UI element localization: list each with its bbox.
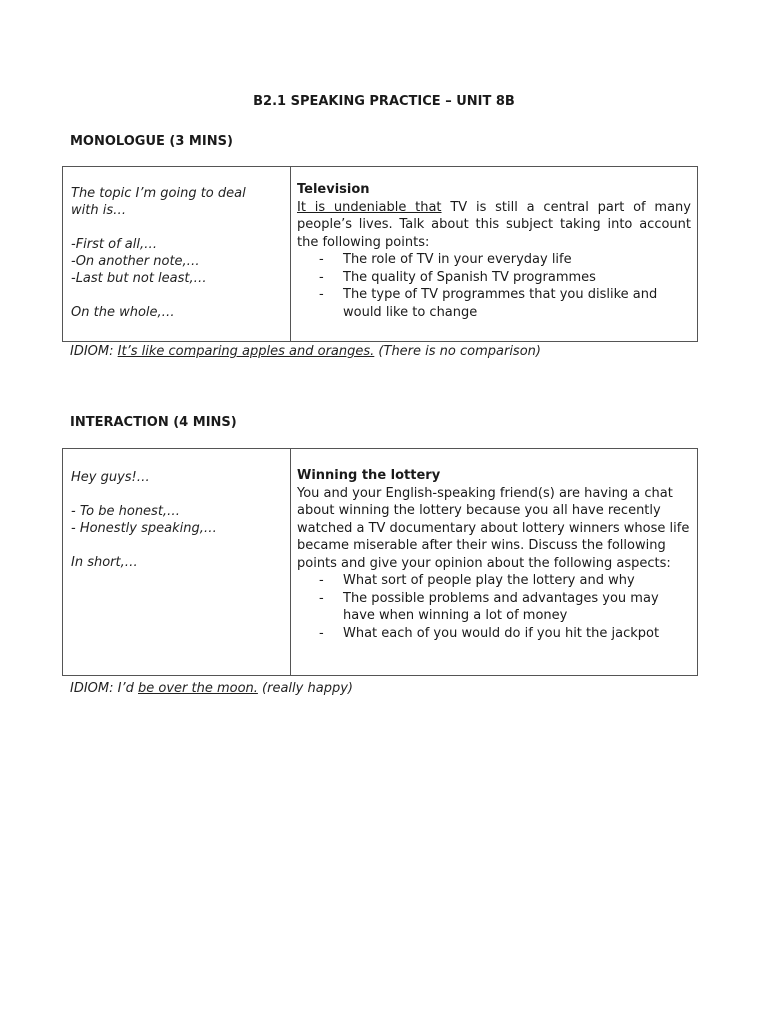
task-points	[297, 251, 691, 321]
list-item: - What sort of people play the lottery and why	[297, 572, 691, 590]
task-intro: You and your English-speaking friend(s) are having a chat about winning the lottery because you all have recently watched a TV documentary about lottery winners whose life became miserable after their wins. Discuss the following points and give your opinion about the following aspects:	[297, 485, 690, 571]
phrase: The topic I’m going to deal	[71, 186, 246, 201]
interaction-task-box	[62, 448, 698, 676]
list-item: - What each of you would do if you hit the jackpot	[297, 625, 691, 643]
page-title: B2.1 SPEAKING PRACTICE – UNIT 8B	[253, 94, 515, 109]
phrase: - To be honest,…	[71, 504, 181, 519]
monologue-task-box	[62, 166, 698, 342]
idiom-prefix: IDIOM:	[70, 344, 118, 359]
list-item: - The quality of Spanish TV programmes	[297, 269, 691, 287]
idiom-prefix: IDIOM: I’d	[70, 681, 138, 696]
idiom-underlined: It’s like comparing apples and oranges.	[117, 344, 375, 359]
interaction-task	[291, 449, 697, 675]
phrase: with is…	[71, 203, 127, 218]
phrase: In short,…	[71, 555, 138, 570]
list-item: - The type of TV programmes that you dislike and would like to change	[297, 286, 691, 321]
idiom-underlined: be over the moon.	[138, 681, 258, 696]
task-points	[297, 572, 691, 642]
task-intro	[297, 199, 691, 252]
task-title: Winning the lottery	[297, 468, 441, 483]
task-intro-text: TV is still a central part of many people’s lives. Talk about this subject taking into account the following points:	[297, 199, 691, 250]
monologue-idiom	[70, 344, 541, 359]
task-title: Television	[297, 182, 370, 197]
phrase: -First of all,…	[71, 237, 158, 252]
idiom-meaning: (really happy)	[257, 681, 353, 696]
underlined-phrase: It is undeniable that	[297, 199, 442, 215]
idiom-meaning: (There is no comparison)	[374, 344, 541, 359]
interaction-heading: INTERACTION (4 MINS)	[70, 415, 237, 430]
list-item: - The role of TV in your everyday life	[297, 251, 691, 269]
monologue-task	[291, 167, 697, 341]
phrase: Hey guys!…	[71, 470, 150, 485]
interaction-useful-phrases	[63, 449, 291, 675]
monologue-useful-phrases	[63, 167, 291, 341]
list-item: - The possible problems and advantages you may have when winning a lot of money	[297, 590, 691, 625]
phrase: -Last but not least,…	[71, 271, 207, 286]
phrase: - Honestly speaking,…	[71, 521, 217, 536]
monologue-heading: MONOLOGUE (3 MINS)	[70, 134, 233, 149]
phrase: On the whole,…	[71, 305, 175, 320]
interaction-idiom	[70, 681, 353, 696]
phrase: -On another note,…	[71, 254, 200, 269]
